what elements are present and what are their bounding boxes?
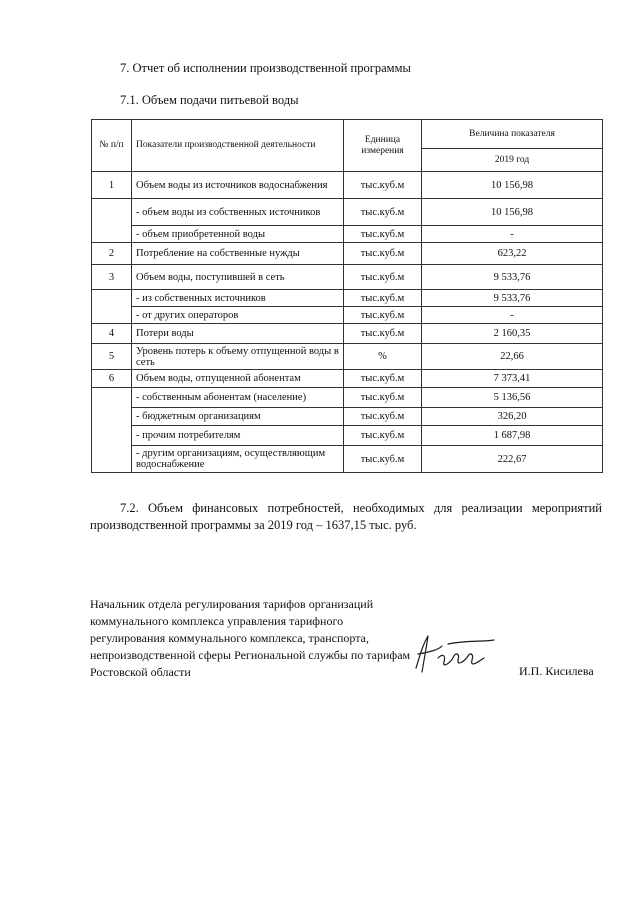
table-row — [92, 172, 603, 199]
row-unit-cell: тыс.куб.м — [344, 172, 422, 199]
table-row — [92, 290, 603, 307]
table-row — [92, 324, 603, 344]
row-value-cell: 326,20 — [422, 408, 603, 426]
header-num: № п/п — [92, 120, 132, 172]
row-name-cell: - из собственных источников — [132, 290, 344, 307]
row-value-cell: 10 156,98 — [422, 172, 603, 199]
row-name-cell: - от других операторов — [132, 307, 344, 324]
row-unit-cell: тыс.куб.м — [344, 307, 422, 324]
row-num-cell — [92, 388, 132, 473]
water-supply-table — [91, 119, 603, 473]
table-row — [92, 226, 603, 243]
signatory-position: Начальник отдела регулирования тарифов организаций коммунального комплекса управления тарифного регулирования коммунального комплекса, транспорта, непроизводственной сферы Региональной службы по тарифам Ростовской области — [90, 597, 411, 679]
table-row — [92, 370, 603, 388]
row-name-cell: Потери воды — [132, 324, 344, 344]
signatory-name: И.П. Кисилева — [519, 664, 594, 678]
header-year: 2019 год — [422, 149, 603, 172]
row-value-cell: 623,22 — [422, 243, 603, 265]
table-row — [92, 408, 603, 426]
row-num-cell: 4 — [92, 324, 132, 344]
table-row — [92, 307, 603, 324]
row-name-cell: - собственным абонентам (население) — [132, 388, 344, 408]
financial-needs-paragraph: 7.2. Объем финансовых потребностей, необходимых для реализации мероприятий производственной программы за 2019 год – 1637,15 тыс. руб. — [90, 501, 602, 532]
row-unit-cell: тыс.куб.м — [344, 226, 422, 243]
row-num-cell — [92, 290, 132, 324]
table-row — [92, 344, 603, 370]
row-value-cell: 9 533,76 — [422, 290, 603, 307]
header-value-group: Величина показателя — [422, 120, 603, 149]
subsection-heading: 7.1. Объем подачи питьевой воды — [120, 93, 299, 107]
row-unit-cell: тыс.куб.м — [344, 243, 422, 265]
row-value-cell: - — [422, 307, 603, 324]
row-unit-cell: тыс.куб.м — [344, 324, 422, 344]
table-row — [92, 446, 603, 473]
row-value-cell: 2 160,35 — [422, 324, 603, 344]
handwritten-signature — [408, 628, 498, 678]
row-num-cell: 5 — [92, 344, 132, 370]
table-row — [92, 199, 603, 226]
row-value-cell: 7 373,41 — [422, 370, 603, 388]
row-num-cell: 2 — [92, 243, 132, 265]
row-unit-cell: тыс.куб.м — [344, 199, 422, 226]
row-value-cell: 222,67 — [422, 446, 603, 473]
table-header-row — [92, 120, 603, 149]
section-heading: 7. Отчет об исполнении производственной программы — [120, 61, 411, 75]
row-num-cell: 3 — [92, 265, 132, 290]
table-row — [92, 388, 603, 408]
row-num-cell: 1 — [92, 172, 132, 199]
row-name-cell: - объем приобретенной воды — [132, 226, 344, 243]
row-name-cell: - объем воды из собственных источников — [132, 199, 344, 226]
row-name-cell: - бюджетным организациям — [132, 408, 344, 426]
row-value-cell: 1 687,98 — [422, 426, 603, 446]
header-unit: Единица измерения — [344, 120, 422, 172]
row-unit-cell: тыс.куб.м — [344, 290, 422, 307]
row-name-cell: Уровень потерь к объему отпущенной воды в сеть — [132, 344, 344, 370]
row-unit-cell: тыс.куб.м — [344, 265, 422, 290]
header-name: Показатели производственной деятельности — [132, 120, 344, 172]
row-value-cell: - — [422, 226, 603, 243]
row-unit-cell: тыс.куб.м — [344, 370, 422, 388]
row-name-cell: Объем воды, отпущенной абонентам — [132, 370, 344, 388]
row-name-cell: Объем воды, поступившей в сеть — [132, 265, 344, 290]
row-unit-cell: % — [344, 344, 422, 370]
row-name-cell: Потребление на собственные нужды — [132, 243, 344, 265]
row-name-cell: - другим организациям, осуществляющим водоснабжение — [132, 446, 344, 473]
table-row — [92, 265, 603, 290]
row-name-cell: Объем воды из источников водоснабжения — [132, 172, 344, 199]
row-unit-cell: тыс.куб.м — [344, 426, 422, 446]
table-body — [92, 172, 603, 473]
row-unit-cell: тыс.куб.м — [344, 446, 422, 473]
row-unit-cell: тыс.куб.м — [344, 388, 422, 408]
row-value-cell: 10 156,98 — [422, 199, 603, 226]
table-row — [92, 426, 603, 446]
row-num-cell: 6 — [92, 370, 132, 388]
row-unit-cell: тыс.куб.м — [344, 408, 422, 426]
row-value-cell: 9 533,76 — [422, 265, 603, 290]
row-name-cell: - прочим потребителям — [132, 426, 344, 446]
table-row — [92, 243, 603, 265]
row-value-cell: 5 136,56 — [422, 388, 603, 408]
row-num-cell — [92, 199, 132, 243]
row-value-cell: 22,66 — [422, 344, 603, 370]
